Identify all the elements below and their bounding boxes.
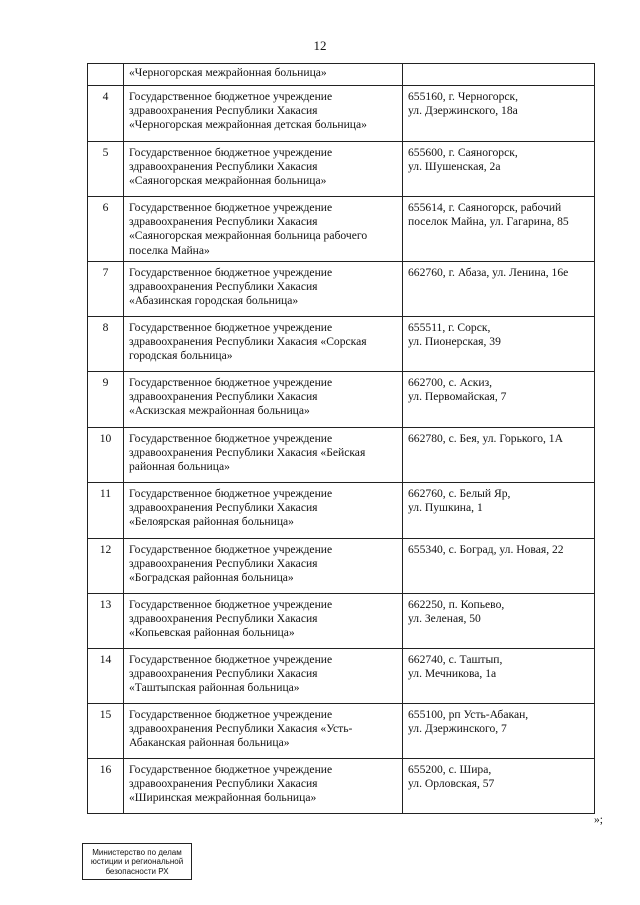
institution-name-cell: Государственное бюджетное учреждение здравоохранения Республики Хакасия «Бейская районная больница» — [124, 428, 403, 483]
institution-name-cell: Государственное бюджетное учреждение здравоохранения Республики Хакасия «Копьевская районная больница» — [124, 594, 403, 649]
table-row-continuation — [88, 64, 595, 86]
row-number-cell: 16 — [88, 759, 124, 814]
address-cell: 655340, с. Боград, ул. Новая, 22 — [403, 539, 595, 594]
ministry-stamp — [82, 843, 192, 880]
address-cell: 662700, с. Аскиз, ул. Первомайская, 7 — [403, 372, 595, 428]
stamp-line-1: Министерство по делам — [92, 848, 182, 857]
table-row — [88, 759, 595, 814]
institution-name-cell: Государственное бюджетное учреждение здравоохранения Республики Хакасия «Черногорская межрайонная детская больница» — [124, 86, 403, 142]
institution-name-cell: Государственное бюджетное учреждение здравоохранения Республики Хакасия «Саяногорская межрайонная больница рабочего поселка Майна» — [124, 197, 403, 262]
table-row — [88, 428, 595, 483]
row-number-cell — [88, 64, 124, 86]
table-row — [88, 142, 595, 197]
row-number-cell: 5 — [88, 142, 124, 197]
row-number-cell: 6 — [88, 197, 124, 262]
closing-quote-mark: »; — [594, 814, 603, 826]
address-cell — [403, 64, 595, 86]
address-cell: 662780, с. Бея, ул. Горького, 1А — [403, 428, 595, 483]
institution-name-cell: Государственное бюджетное учреждение здравоохранения Республики Хакасия «Сорская городская больница» — [124, 317, 403, 372]
institution-name-cell: «Черногорская межрайонная больница» — [124, 64, 403, 86]
address-cell: 655100, рп Усть-Абакан, ул. Дзержинского, 7 — [403, 704, 595, 759]
table-row — [88, 649, 595, 704]
address-cell: 662250, п. Копьево, ул. Зеленая, 50 — [403, 594, 595, 649]
institution-name-cell: Государственное бюджетное учреждение здравоохранения Республики Хакасия «Усть- Абаканская районная больница» — [124, 704, 403, 759]
row-number-cell: 15 — [88, 704, 124, 759]
table-row — [88, 262, 595, 317]
table-row — [88, 483, 595, 539]
table-row — [88, 317, 595, 372]
row-number-cell: 12 — [88, 539, 124, 594]
row-number-cell: 4 — [88, 86, 124, 142]
page-number: 12 — [313, 38, 327, 53]
row-number-cell: 10 — [88, 428, 124, 483]
institution-name-cell: Государственное бюджетное учреждение здравоохранения Республики Хакасия «Белоярская районная больница» — [124, 483, 403, 539]
address-cell: 655600, г. Саяногорск, ул. Шушенская, 2а — [403, 142, 595, 197]
row-number-cell: 8 — [88, 317, 124, 372]
stamp-line-2: юстиции и региональной — [90, 857, 184, 867]
table-row — [88, 539, 595, 594]
address-cell: 655200, с. Шира, ул. Орловская, 57 — [403, 759, 595, 814]
hospitals-table — [87, 63, 595, 814]
table-row — [88, 197, 595, 262]
institution-name-cell: Государственное бюджетное учреждение здравоохранения Республики Хакасия «Таштыпская районная больница» — [124, 649, 403, 704]
institution-name-cell: Государственное бюджетное учреждение здравоохранения Республики Хакасия «Ширинская межрайонная больница» — [124, 759, 403, 814]
institution-name-cell: Государственное бюджетное учреждение здравоохранения Республики Хакасия «Саяногорская межрайонная больница» — [124, 142, 403, 197]
institution-name-cell: Государственное бюджетное учреждение здравоохранения Республики Хакасия «Аскизская межрайонная больница» — [124, 372, 403, 428]
table-row — [88, 86, 595, 142]
row-number-cell: 7 — [88, 262, 124, 317]
stamp-line-3: безопасности РХ — [105, 866, 169, 876]
table-row — [88, 704, 595, 759]
institution-name-cell: Государственное бюджетное учреждение здравоохранения Республики Хакасия «Абазинская городская больница» — [124, 262, 403, 317]
address-cell: 655614, г. Саяногорск, рабочий поселок Майна, ул. Гагарина, 85 — [403, 197, 595, 262]
row-number-cell: 14 — [88, 649, 124, 704]
address-cell: 655511, г. Сорск, ул. Пионерская, 39 — [403, 317, 595, 372]
institution-name-cell: Государственное бюджетное учреждение здравоохранения Республики Хакасия «Боградская районная больница» — [124, 539, 403, 594]
address-cell: 655160, г. Черногорск, ул. Дзержинского, 18а — [403, 86, 595, 142]
row-number-cell: 11 — [88, 483, 124, 539]
address-cell: 662760, г. Абаза, ул. Ленина, 16е — [403, 262, 595, 317]
row-number-cell: 13 — [88, 594, 124, 649]
table-row — [88, 372, 595, 428]
address-cell: 662760, с. Белый Яр, ул. Пушкина, 1 — [403, 483, 595, 539]
row-number-cell: 9 — [88, 372, 124, 428]
table-row — [88, 594, 595, 649]
address-cell: 662740, с. Таштып, ул. Мечникова, 1а — [403, 649, 595, 704]
